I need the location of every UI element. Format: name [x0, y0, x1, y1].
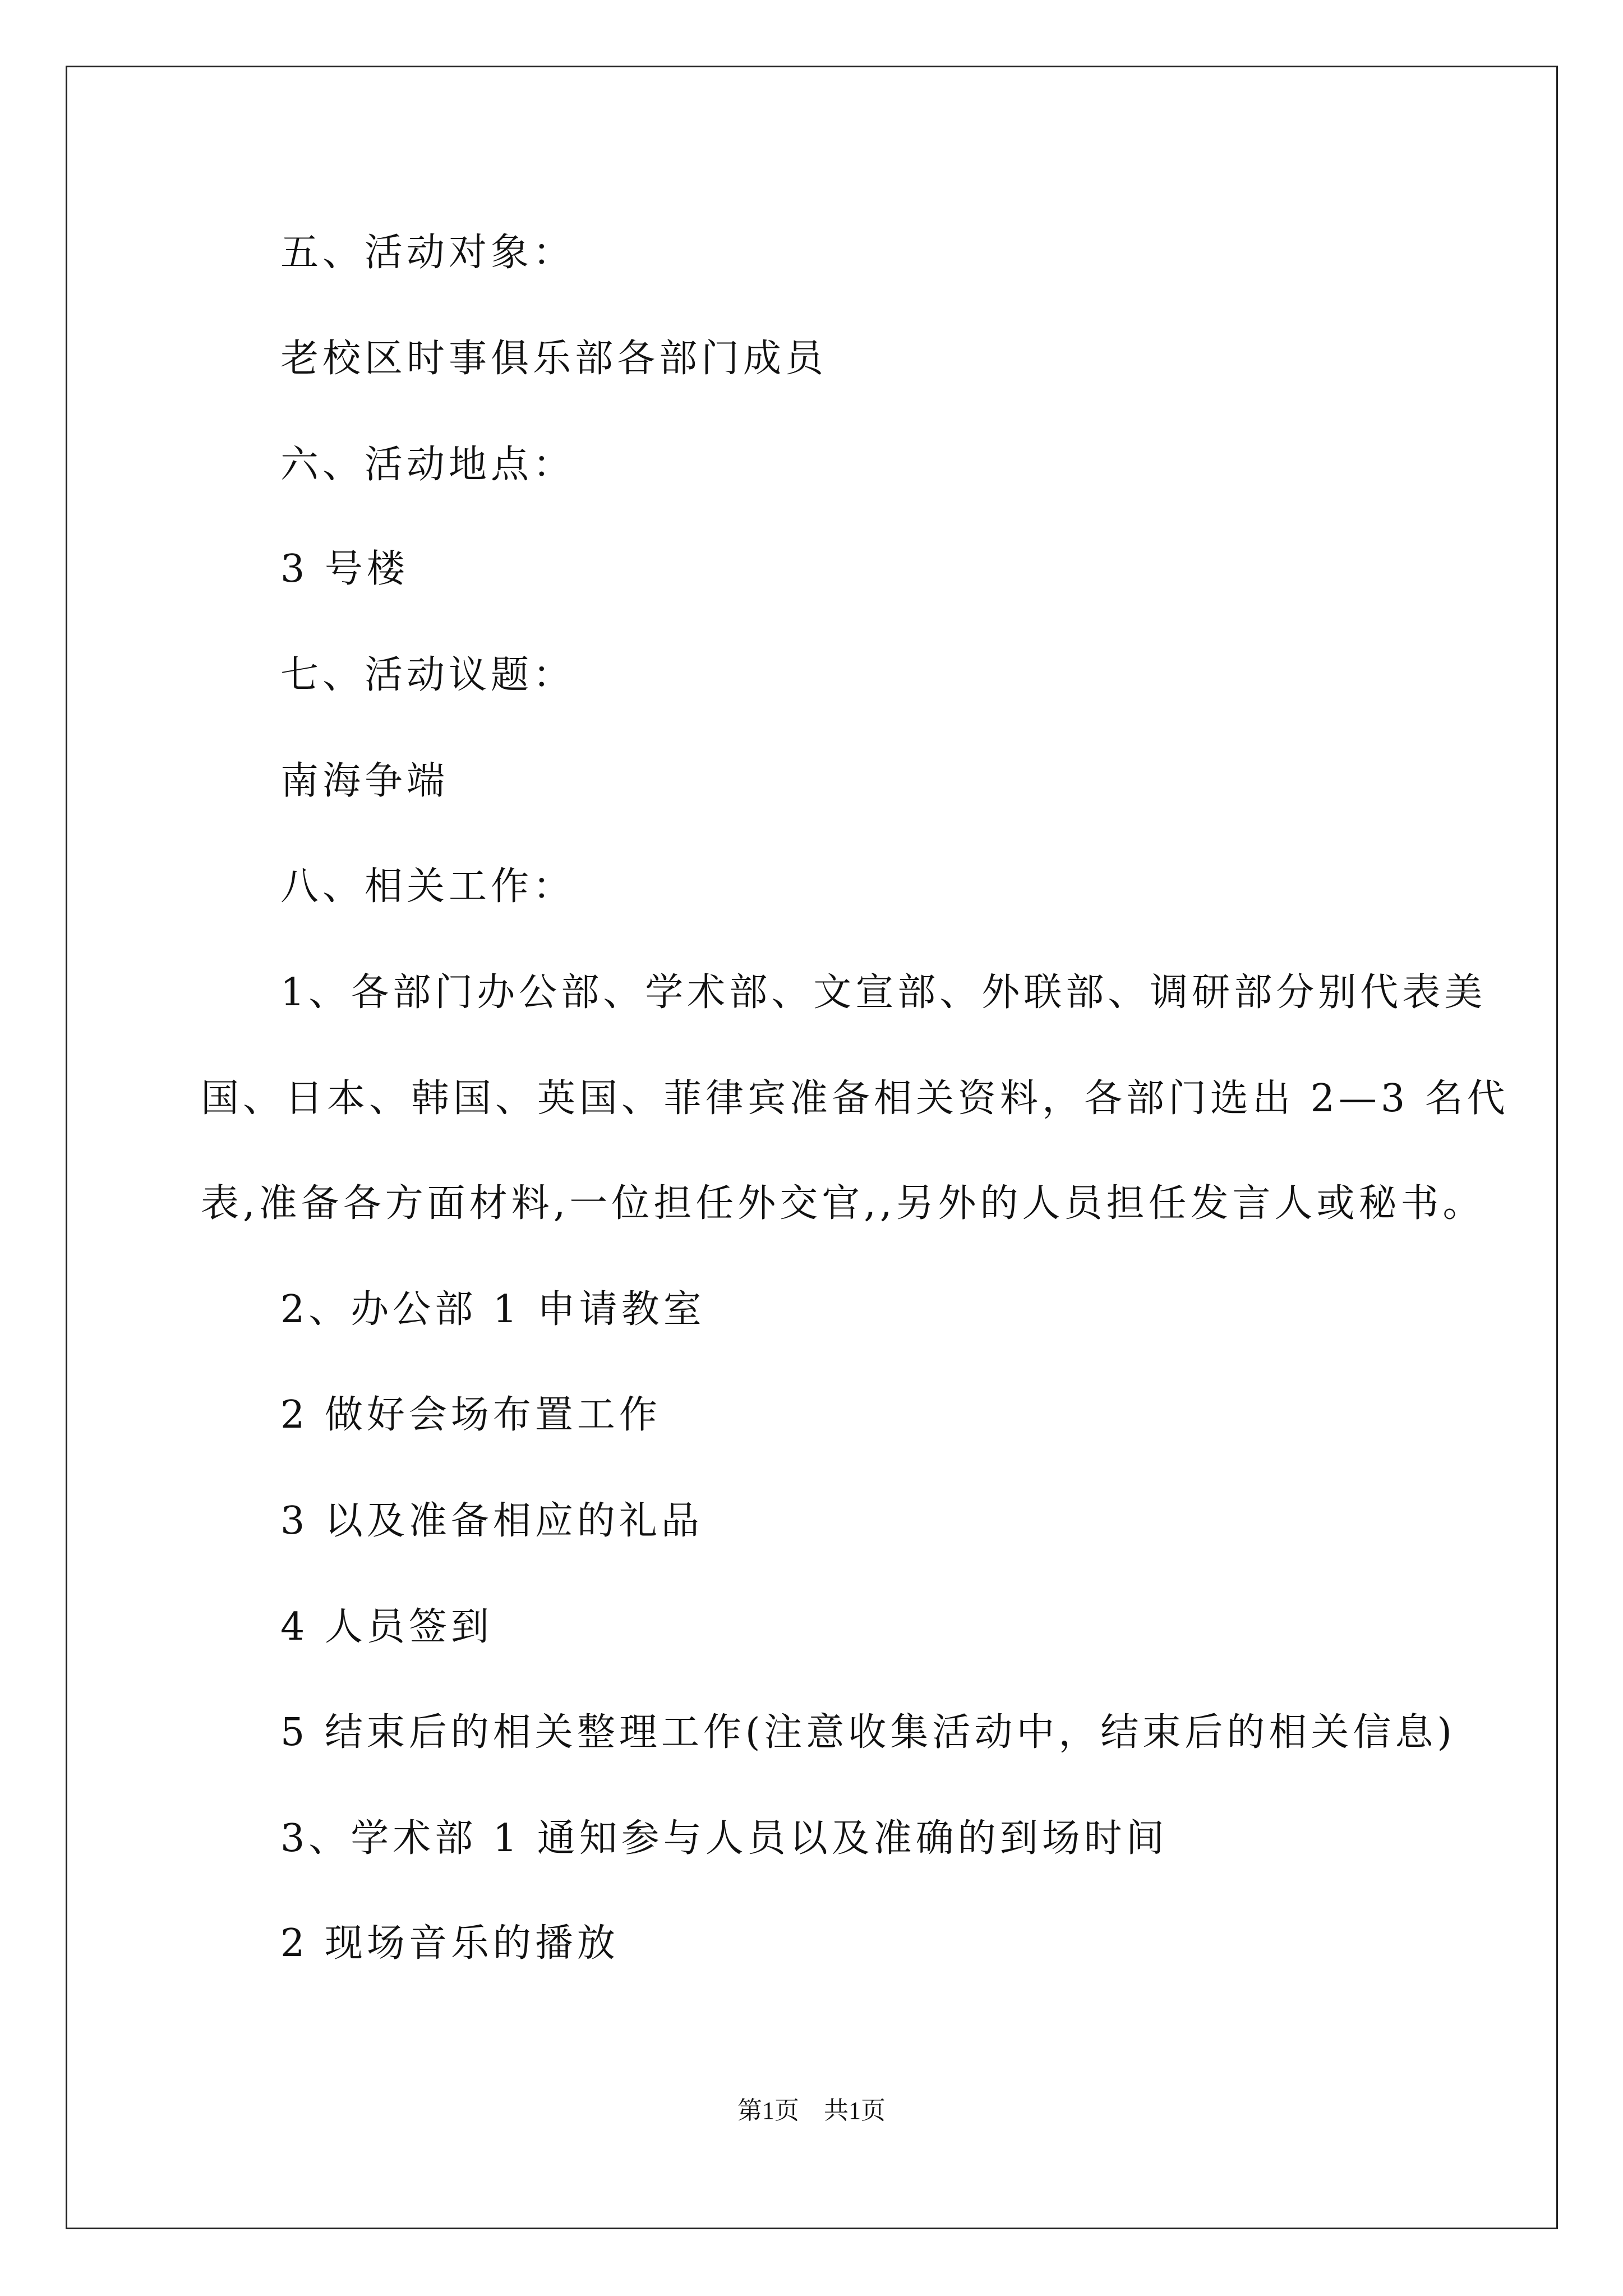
list-item: 2 现场音乐的播放: [280, 1921, 619, 1966]
list-item: 2 做好会场布置工作: [280, 1393, 661, 1437]
list-item: 5 结束后的相关整理工作(注意收集活动中，结束后的相关信息): [280, 1710, 1456, 1755]
section-heading-5: 五、活动对象：: [280, 231, 575, 275]
section-heading-7: 七、活动议题：: [280, 653, 575, 697]
body-text-line: 南海争端: [280, 759, 449, 803]
body-text-line: 老校区时事俱乐部各部门成员: [280, 337, 828, 381]
page-footer: 第1页 共1页: [737, 2097, 886, 2124]
section-heading-6: 六、活动地点：: [280, 443, 575, 487]
paragraph-line: 1、各部门办公部、学术部、文宣部、外联部、调研部分别代表美: [280, 970, 1487, 1015]
page-border: [66, 66, 1558, 2229]
paragraph-line: 表,准备各方面材料,一位担任外交官,,另外的人员担任发言人或秘书。: [201, 1181, 1485, 1226]
paragraph-line: 国、日本、韩国、英国、菲律宾准备相关资料，各部门选出 2—3 名代: [201, 1076, 1509, 1121]
body-text-line: 3 号楼: [280, 547, 409, 591]
list-item: 3 以及准备相应的礼品: [280, 1499, 703, 1543]
list-item: 2、办公部 1 申请教室: [280, 1287, 706, 1332]
section-heading-8: 八、相关工作：: [280, 864, 575, 909]
list-item: 3、学术部 1 通知参与人员以及准确的到场时间: [280, 1816, 1168, 1861]
list-item: 4 人员签到: [280, 1605, 493, 1649]
